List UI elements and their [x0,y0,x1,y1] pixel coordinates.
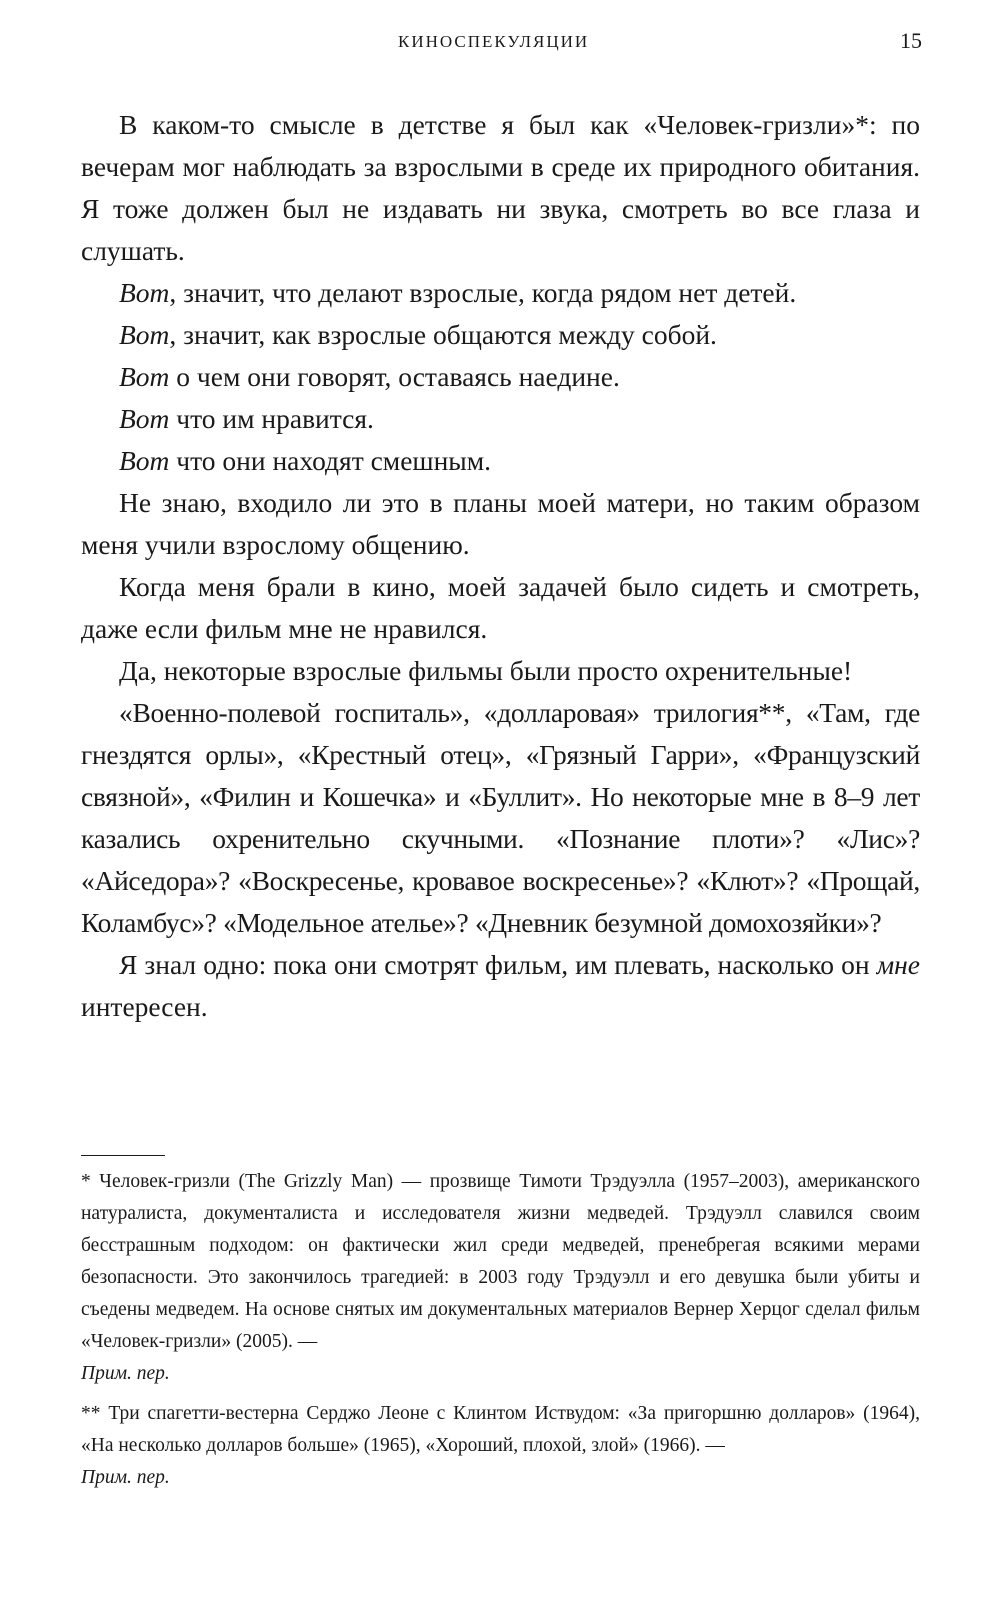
paragraph-text: , значит, как взрослые общаются между собой. [169,319,717,350]
paragraph [81,398,920,440]
paragraph-text: , значит, что делают взрослые, когда рядом нет детей. [169,277,797,308]
paragraph: Не знаю, входило ли это в планы моей матери, но таким образом меня учили взрослому общению. [81,487,920,560]
footnote-text: ** Три спагетти-вестерна Серджо Леоне с Клинтом Иствудом: «За пригоршню долларов» (1964), «На несколько долларов больше» (1965), «Хороший, плохой, злой» (1966). — [81,1403,920,1456]
main-text [81,104,920,1028]
paragraph-text: Я знал одно: пока они смотрят фильм, им плевать, насколько он [119,949,877,980]
paragraph [81,944,920,1028]
paragraph [81,356,920,398]
footnote-1 [81,1166,920,1390]
paragraph [81,440,920,482]
footnote-text: * Человек-гризли (The Grizzly Man) — прозвище Тимоти Трэдуэлла (1957–2003), американского натуралиста, документалиста и исследователя жизни медведей. Трэдуэлл славился своим бесстрашным подходом: он фактически жил среди медведей, пренебрегая всякими мерами безопасности. Это закончилось трагедией: в 2003 году Трэдуэлл и его девушка были убиты и съедены медведем. На основе снятых им документальных материалов Вернер Херцог сделал фильм «Человек-гризли» (2005). — [81,1171,920,1352]
emphasis: Вот [119,277,170,308]
running-head: КИНОСПЕКУЛЯЦИИ [398,32,590,51]
paragraph [81,314,920,356]
translator-note: Прим. пер. [81,1363,170,1384]
paragraph: В каком-то смысле в детстве я был как «Человек-гризли»*: по вечерам мог наблюдать за взрослыми в среде их природного обитания. Я тоже должен был не издавать ни звука, смотреть во все глаза и слушать. [81,109,920,266]
paragraph: «Военно-полевой госпиталь», «долларовая» трилогия**, «Там, где гнездятся орлы», «Крестный отец», «Грязный Гарри», «Французский связной», «Филин и Кошечка» и «Буллит». Но некоторые мне в 8–9 лет казались охренительно скучными. «Познание плоти»? «Лис»? «Айседора»? «Воскресенье, кровавое воскресенье»? «Клют»? «Прощай, Коламбус»? «Модельное ателье»? «Дневник безумной домохозяйки»? [81,697,920,938]
emphasis: Вот [119,403,170,434]
translator-note: Прим. пер. [81,1467,170,1488]
footnotes [81,1166,920,1494]
emphasis: Вот [119,445,170,476]
emphasis: Вот [119,361,170,392]
paragraph-text: что они находят смешным. [169,445,492,476]
paragraph-text: что им нравится. [169,403,374,434]
paragraph-text: о чем они говорят, оставаясь наедине. [169,361,620,392]
footnote-2 [81,1398,920,1494]
footnote-rule [81,1155,165,1156]
paragraph-text: интересен. [81,991,208,1022]
emphasis: мне [876,949,920,980]
paragraph: Когда меня брали в кино, моей задачей было сидеть и смотреть, даже если фильм мне не нравился. [81,571,920,644]
page-number: 15 [900,28,922,53]
emphasis: Вот [119,319,170,350]
paragraph [81,272,920,314]
paragraph: Да, некоторые взрослые фильмы были просто охренительные! [119,655,853,686]
